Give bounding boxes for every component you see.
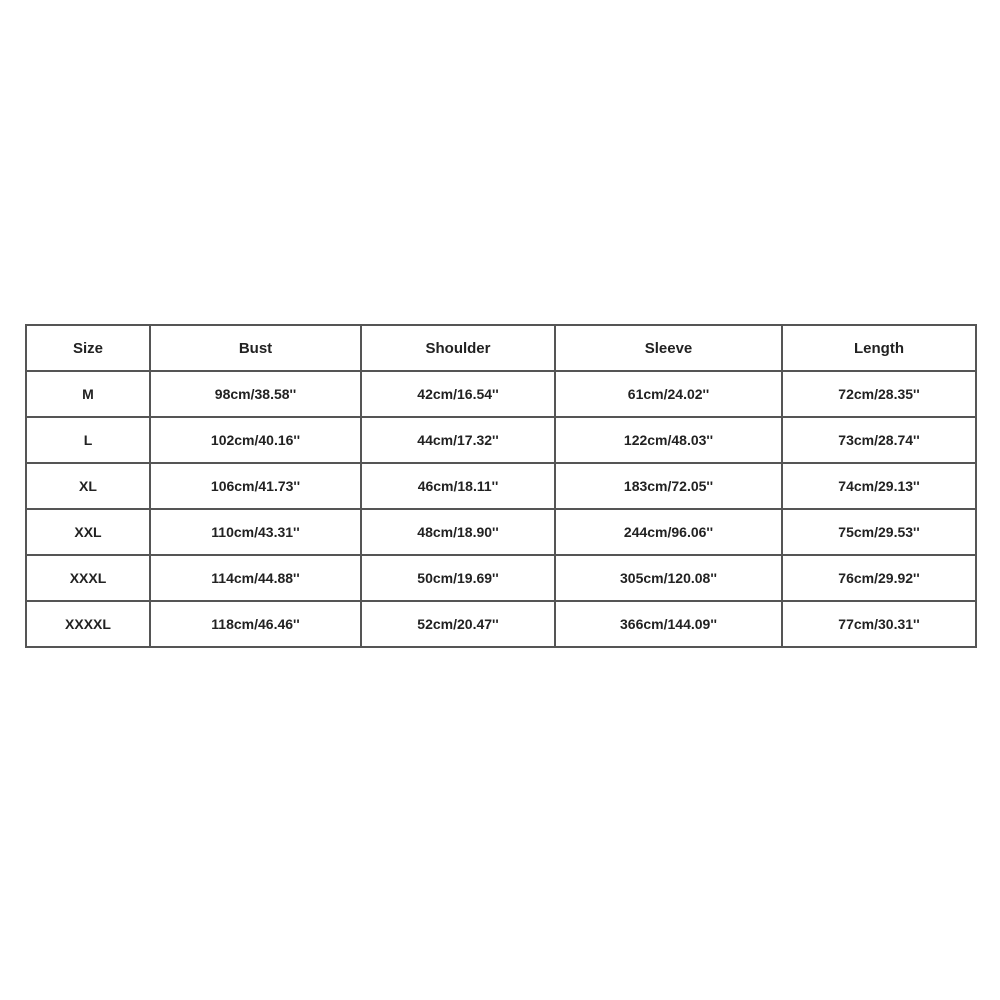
bust-cell: 98cm/38.58'' (150, 371, 361, 417)
size-chart-table (25, 324, 977, 648)
table-row (26, 371, 976, 417)
shoulder-cell: 48cm/18.90'' (361, 509, 555, 555)
bust-cell: 102cm/40.16'' (150, 417, 361, 463)
length-cell: 77cm/30.31'' (782, 601, 976, 647)
size-cell: L (26, 417, 150, 463)
size-cell: XXXL (26, 555, 150, 601)
bust-cell: 110cm/43.31'' (150, 509, 361, 555)
bust-cell: 114cm/44.88'' (150, 555, 361, 601)
size-cell: M (26, 371, 150, 417)
column-header-size: Size (26, 325, 150, 371)
table-row (26, 417, 976, 463)
column-header-length: Length (782, 325, 976, 371)
sleeve-cell: 122cm/48.03'' (555, 417, 782, 463)
table-row (26, 509, 976, 555)
shoulder-cell: 52cm/20.47'' (361, 601, 555, 647)
sleeve-cell: 244cm/96.06'' (555, 509, 782, 555)
length-cell: 74cm/29.13'' (782, 463, 976, 509)
size-cell: XXL (26, 509, 150, 555)
column-header-sleeve: Sleeve (555, 325, 782, 371)
sleeve-cell: 366cm/144.09'' (555, 601, 782, 647)
shoulder-cell: 50cm/19.69'' (361, 555, 555, 601)
shoulder-cell: 44cm/17.32'' (361, 417, 555, 463)
size-cell: XXXXL (26, 601, 150, 647)
table-row (26, 555, 976, 601)
length-cell: 75cm/29.53'' (782, 509, 976, 555)
table-row (26, 463, 976, 509)
table-header-row (26, 325, 976, 371)
length-cell: 76cm/29.92'' (782, 555, 976, 601)
column-header-bust: Bust (150, 325, 361, 371)
column-header-shoulder: Shoulder (361, 325, 555, 371)
table-row (26, 601, 976, 647)
shoulder-cell: 42cm/16.54'' (361, 371, 555, 417)
length-cell: 73cm/28.74'' (782, 417, 976, 463)
length-cell: 72cm/28.35'' (782, 371, 976, 417)
sleeve-cell: 183cm/72.05'' (555, 463, 782, 509)
bust-cell: 106cm/41.73'' (150, 463, 361, 509)
size-cell: XL (26, 463, 150, 509)
bust-cell: 118cm/46.46'' (150, 601, 361, 647)
sleeve-cell: 61cm/24.02'' (555, 371, 782, 417)
sleeve-cell: 305cm/120.08'' (555, 555, 782, 601)
shoulder-cell: 46cm/18.11'' (361, 463, 555, 509)
